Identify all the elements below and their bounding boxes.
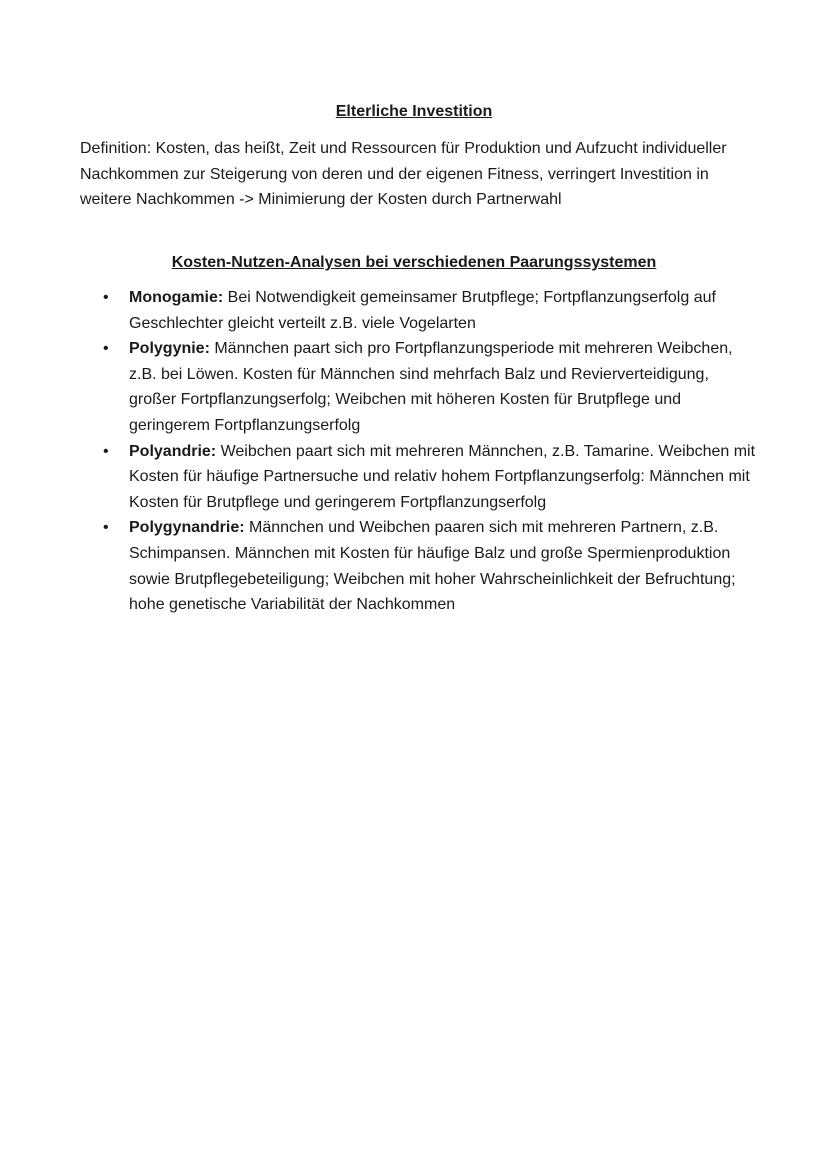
bullet-icon: • xyxy=(103,442,109,460)
list-item-text: Bei Notwendigkeit gemeinsamer Brutpflege; Fortpflanzungserfolg auf Geschlechter gleicht verteilt z.B. viele Vogelarten xyxy=(129,289,716,332)
list-item-term: Polygynie: xyxy=(129,340,210,358)
list-item-term: Polygynandrie: xyxy=(129,519,245,537)
list-item-term: Polyandrie: xyxy=(129,442,217,460)
bullet-icon: • xyxy=(103,519,109,537)
list-item-polyandrie xyxy=(103,439,759,516)
list-item-text: Weibchen paart sich mit mehreren Männchen, z.B. Tamarine. Weibchen mit Kosten für häufige Partnersuche und relativ hohem Fortpflanzungserfolg: Männchen mit Kosten für Brutpflege und geringerem Fortpflanzungserfolg xyxy=(129,442,756,511)
list-item-polygynie xyxy=(103,336,759,438)
list-item-text: Männchen und Weibchen paaren sich mit mehreren Partnern, z.B. Schimpansen. Männchen mit Kosten für häufige Balz und große Spermienproduktion sowie Brutpflegebeteiligung; Weibchen mit hoher Wahrscheinlichkeit der Befruchtung; hohe genetische Variabilität der Nachkommen xyxy=(129,519,736,614)
list-item-monogamie xyxy=(103,285,759,336)
definition-paragraph: Definition: Kosten, das heißt, Zeit und Ressourcen für Produktion und Aufzucht individueller Nachkommen zur Steigerung von deren und der eigenen Fitness, verringert Investition in weitere Nachkommen -> Minimierung der Kosten durch Partnerwahl xyxy=(80,140,727,208)
mating-systems-list xyxy=(0,285,828,618)
list-item-term: Monogamie: xyxy=(129,289,224,306)
bullet-icon: • xyxy=(103,289,109,306)
section-subtitle: Kosten-Nutzen-Analysen bei verschiedenen Paarungssystemen xyxy=(171,254,657,271)
page-title: Elterliche Investition xyxy=(335,103,493,120)
list-item-text: Männchen paart sich pro Fortpflanzungsperiode mit mehreren Weibchen, z.B. bei Löwen. Kosten für Männchen sind mehrfach Balz und Revierverteidigung, großer Fortpflanzungserfolg; Weibchen mit höheren Kosten für Brutpflege und geringerem Fortpflanzungserfolg xyxy=(129,340,733,434)
list-item-polygynandrie xyxy=(103,515,759,617)
bullet-icon: • xyxy=(103,340,109,358)
